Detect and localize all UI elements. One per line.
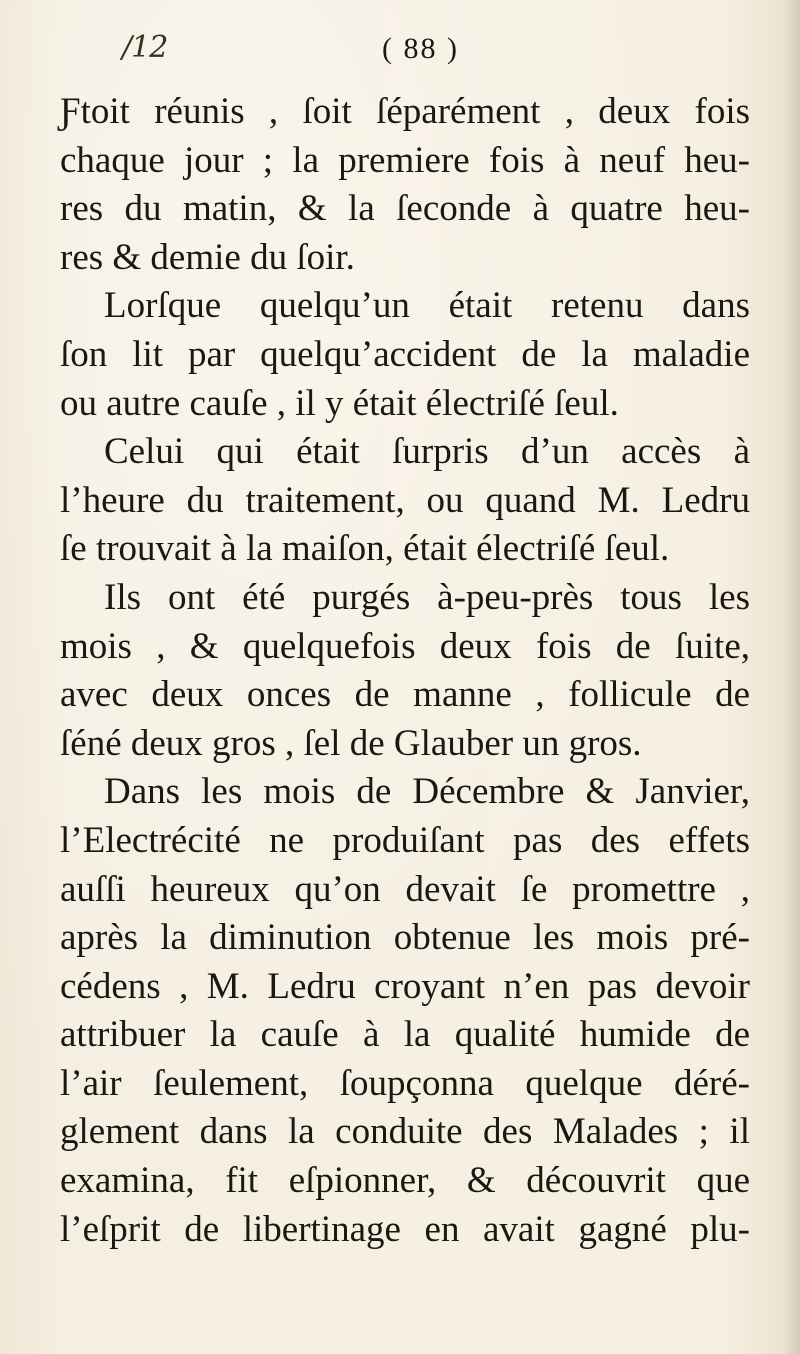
text-line: examina, fit eſpionner, & découvrit que <box>60 1160 750 1202</box>
text-line: Ils ont été purgés à-peu-près tous les <box>104 576 750 618</box>
text-line: ſe trouvait à la maiſon, était électriſé ſeul. <box>60 528 670 570</box>
text-line: ou autre cauſe , il y était électriſé ſeul. <box>60 382 619 424</box>
text-line: l’heure du traitement, ou quand M. Ledru <box>60 479 750 521</box>
text-line: attribuer la cauſe à la qualité humide de <box>60 1014 750 1056</box>
page-number: ( 88 ) <box>382 32 459 65</box>
text-line: res du matin, & la ſeconde à quatre heu- <box>60 188 750 230</box>
handwritten-folio-note: /12 <box>122 30 168 65</box>
text-line: ſon lit par quelqu’accident de la maladie <box>60 333 750 375</box>
text-line: glement dans la conduite des Malades ; il <box>60 1111 750 1153</box>
text-line: res & demie du ſoir. <box>60 236 355 278</box>
text-line: avec deux onces de manne , follicule de <box>60 674 750 716</box>
text-line: après la diminution obtenue les mois pré- <box>60 917 750 959</box>
text-line: mois , & quelquefois deux fois de ſuite, <box>60 625 750 667</box>
text-line: Dans les mois de Décembre & Janvier, <box>104 771 750 813</box>
page-header <box>0 28 800 78</box>
text-line: ſéné deux gros , ſel de Glauber un gros. <box>60 722 642 764</box>
text-line: chaque jour ; la premiere fois à neuf heu- <box>60 139 750 181</box>
body-text <box>60 88 750 1254</box>
text-line: cédens , M. Ledru croyant n’en pas devoir <box>60 965 750 1007</box>
text-line: Lorſque quelqu’un était retenu dans <box>104 285 750 327</box>
text-line: Celui qui était ſurpris d’un accès à <box>104 431 750 473</box>
text-line: auſſi heureux qu’on devait ſe promettre , <box>60 868 750 910</box>
text-line: l’air ſeulement, ſoupçonna quelque déré- <box>60 1062 750 1104</box>
text-line: l’Electrécité ne produiſant pas des effets <box>60 819 750 861</box>
text-line: Ƒtoit réunis , ſoit ſéparément , deux fois <box>60 91 750 132</box>
page-edge-shadow <box>782 0 800 1354</box>
text-line: l’eſprit de libertinage en avait gagné plu- <box>60 1208 750 1250</box>
